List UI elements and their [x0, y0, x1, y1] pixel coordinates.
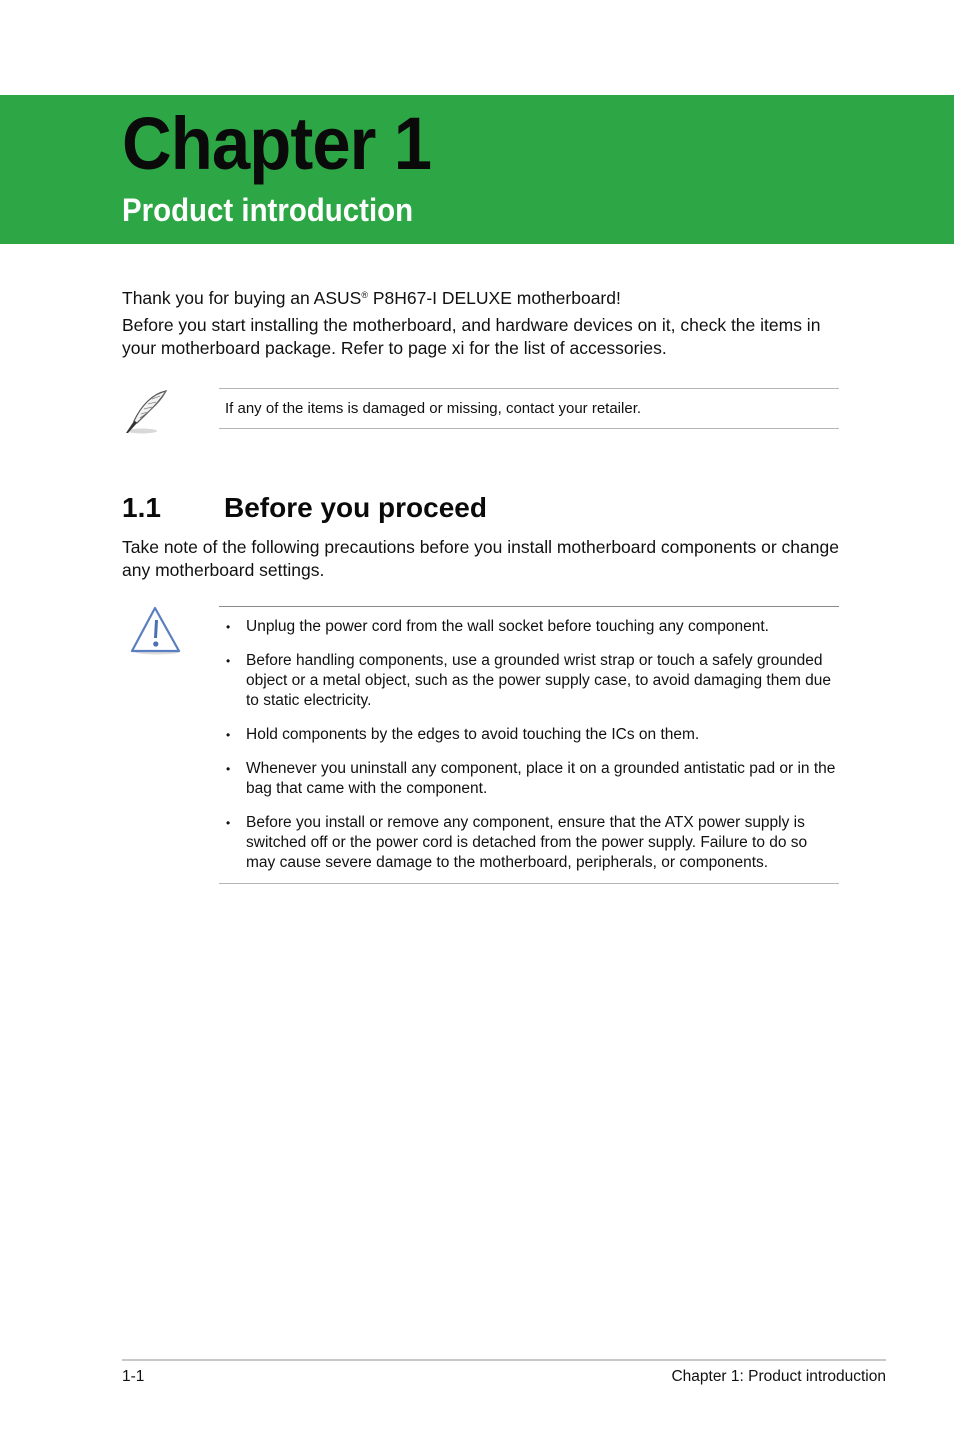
registered-mark: ® [361, 290, 368, 300]
note-text: If any of the items is damaged or missing, contact your retailer. [225, 400, 642, 417]
section-title: Before you proceed [224, 492, 487, 523]
bullet-icon: • [226, 728, 231, 742]
section-intro: Take note of the following precautions before you install motherboard components or change any motherboard settings. [122, 537, 839, 580]
intro-thank-you: Thank you for buying an ASUS® P8H67-I DELUXE motherboard! [122, 288, 621, 308]
bullet-icon: • [226, 816, 231, 830]
warning-list-item [224, 617, 839, 637]
footer-page-number: 1-1 [122, 1368, 145, 1385]
warning-top-rule [219, 606, 839, 607]
warning-item-text: Whenever you uninstall any component, place it on a grounded antistatic pad or in the bag that came with the component. [246, 760, 836, 797]
warning-triangle-icon [130, 606, 182, 656]
note-bottom-rule [219, 428, 839, 429]
warning-item-text: Before you install or remove any component, ensure that the ATX power supply is switched off or the power cord is detached from the power supply. Failure to do so may cause severe damage to the motherboard, peripherals, or components. [246, 814, 808, 871]
bullet-icon: • [226, 654, 231, 668]
warning-list-item [224, 725, 839, 745]
section-heading [122, 490, 487, 526]
warning-item-text: Unplug the power cord from the wall socket before touching any component. [246, 618, 769, 635]
warning-item-text: Before handling components, use a grounded wrist strap or touch a safely grounded object or a metal object, such as the power supply case, to avoid damaging them due to static electricity. [246, 652, 832, 709]
footer-rule [122, 1359, 886, 1361]
bullet-icon: • [226, 620, 231, 634]
warning-list-item [224, 813, 839, 873]
warning-item-text: Hold components by the edges to avoid touching the ICs on them. [246, 726, 700, 743]
warning-list-item [224, 651, 839, 711]
warning-list-item [224, 759, 839, 799]
warning-list [224, 617, 839, 887]
bullet-icon: • [226, 762, 231, 776]
warning-bottom-rule [219, 883, 839, 884]
note-top-rule [219, 388, 839, 389]
section-number: 1.1 [122, 492, 161, 523]
intro-instructions: Before you start installing the motherboard, and hardware devices on it, check the items in your motherboard package. Refer to page xi for the list of accessories. [122, 315, 821, 358]
footer-chapter-label: Chapter 1: Product introduction [671, 1368, 886, 1385]
chapter-title: Chapter 1 [122, 102, 432, 185]
feather-pen-icon [122, 388, 172, 438]
chapter-subtitle: Product introduction [122, 192, 414, 228]
